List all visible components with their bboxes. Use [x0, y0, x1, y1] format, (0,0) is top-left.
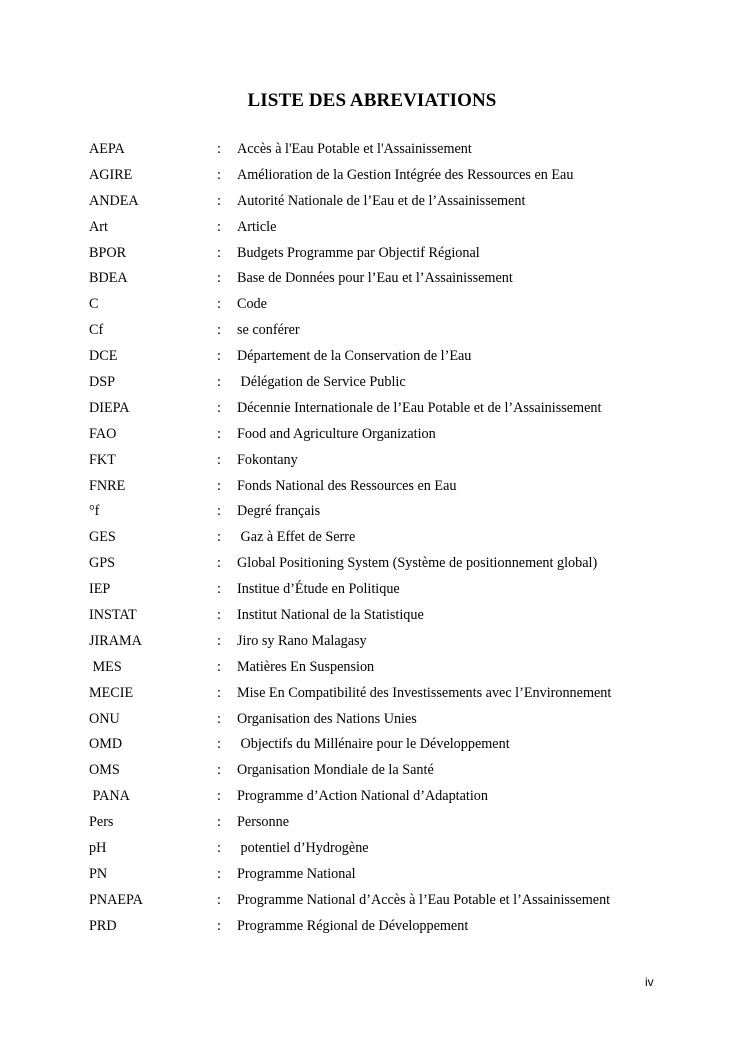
abbreviation-separator: : — [217, 891, 221, 908]
abbreviation-definition: Institue d’Étude en Politique — [237, 581, 400, 598]
abbreviation-row — [89, 294, 669, 320]
abbreviation-separator: : — [217, 710, 221, 727]
abbreviation-code: OMD — [89, 736, 123, 753]
abbreviation-code: PN — [89, 865, 108, 882]
abbreviation-row — [89, 139, 669, 165]
abbreviation-definition: Personne — [237, 814, 290, 831]
abbreviation-code: PNAEPA — [89, 891, 143, 908]
abbreviation-code: GES — [89, 529, 116, 546]
abbreviation-separator: : — [217, 917, 221, 934]
abbreviation-definition: Organisation des Nations Unies — [237, 710, 417, 727]
abbreviation-code: JIRAMA — [89, 632, 142, 649]
abbreviation-code: GPS — [89, 555, 116, 572]
abbreviation-separator: : — [217, 581, 221, 598]
abbreviation-code: AEPA — [89, 141, 125, 157]
abbreviation-code: FNRE — [89, 477, 126, 494]
abbreviation-row — [89, 320, 669, 346]
abbreviation-code: ANDEA — [89, 192, 139, 209]
abbreviation-row — [89, 527, 669, 553]
abbreviation-code: ONU — [89, 710, 120, 727]
abbreviation-separator: : — [217, 762, 221, 779]
abbreviation-separator: : — [217, 451, 221, 468]
abbreviation-separator: : — [217, 244, 221, 261]
abbreviation-row — [89, 579, 669, 605]
abbreviation-row — [89, 786, 669, 812]
abbreviation-separator: : — [217, 865, 221, 882]
abbreviation-definition: Degré français — [237, 503, 321, 520]
abbreviation-row — [89, 838, 669, 864]
abbreviation-code: FAO — [89, 425, 117, 442]
abbreviation-code: Pers — [89, 814, 114, 831]
abbreviation-row — [89, 424, 669, 450]
abbreviation-separator: : — [217, 322, 221, 339]
abbreviation-definition: Code — [237, 296, 267, 313]
abbreviation-separator: : — [217, 529, 221, 546]
abbreviation-separator: : — [217, 477, 221, 494]
abbreviation-row — [89, 890, 669, 916]
abbreviation-separator: : — [217, 684, 221, 701]
abbreviation-code: Cf — [89, 322, 104, 339]
abbreviation-separator: : — [217, 607, 221, 624]
abbreviation-row — [89, 631, 669, 657]
page-title: LISTE DES ABREVIATIONS — [247, 90, 497, 111]
abbreviation-separator: : — [217, 399, 221, 416]
abbreviation-code: BDEA — [89, 270, 128, 287]
abbreviation-row — [89, 450, 669, 476]
abbreviation-separator: : — [217, 270, 221, 287]
abbreviation-separator: : — [217, 348, 221, 365]
abbreviation-separator: : — [217, 632, 221, 649]
abbreviation-code: OMS — [89, 762, 120, 779]
abbreviation-separator: : — [217, 658, 221, 675]
abbreviation-separator: : — [217, 141, 221, 157]
abbreviation-definition: Programme National — [237, 865, 356, 882]
page-number: iv — [645, 975, 654, 989]
abbreviation-code: AGIRE — [89, 166, 133, 183]
abbreviation-row — [89, 372, 669, 398]
abbreviation-code: DSP — [89, 374, 116, 391]
abbreviation-row — [89, 683, 669, 709]
abbreviation-separator: : — [217, 840, 221, 857]
abbreviation-code: BPOR — [89, 244, 127, 261]
abbreviation-definition: se conférer — [237, 322, 300, 339]
abbreviation-separator: : — [217, 736, 221, 753]
abbreviation-code: PRD — [89, 917, 117, 934]
abbreviation-separator: : — [217, 296, 221, 313]
abbreviation-code: C — [89, 296, 99, 313]
abbreviation-row — [89, 605, 669, 631]
abbreviation-row — [89, 191, 669, 217]
abbreviation-definition: Département de la Conservation de l’Eau — [237, 348, 472, 365]
abbreviation-row — [89, 501, 669, 527]
abbreviation-code: INSTAT — [89, 607, 137, 624]
abbreviation-separator: : — [217, 192, 221, 209]
abbreviation-separator: : — [217, 166, 221, 183]
abbreviation-definition: Organisation Mondiale de la Santé — [237, 762, 434, 779]
abbreviation-code: MES — [89, 658, 122, 675]
abbreviation-definition: Programme d’Action National d’Adaptation — [237, 788, 488, 805]
abbreviation-definition: Objectifs du Millénaire pour le Développement — [237, 736, 510, 753]
abbreviation-row — [89, 760, 669, 786]
abbreviation-row — [89, 268, 669, 294]
abbreviation-definition: Institut National de la Statistique — [237, 607, 424, 624]
abbreviation-code: IEP — [89, 581, 111, 598]
abbreviation-code: DIEPA — [89, 399, 130, 416]
abbreviation-code: °f — [89, 503, 100, 520]
abbreviation-definition: Autorité Nationale de l’Eau et de l’Assainissement — [237, 192, 526, 209]
abbreviation-row — [89, 553, 669, 579]
abbreviation-row — [89, 812, 669, 838]
abbreviation-separator: : — [217, 218, 221, 235]
abbreviation-row — [89, 657, 669, 683]
abbreviation-row — [89, 217, 669, 243]
abbreviation-code: PANA — [89, 788, 130, 805]
abbreviation-definition: Budgets Programme par Objectif Régional — [237, 244, 480, 261]
abbreviation-definition: Matières En Suspension — [237, 658, 375, 675]
abbreviation-separator: : — [217, 503, 221, 520]
abbreviation-row — [89, 398, 669, 424]
abbreviation-code: MECIE — [89, 684, 134, 701]
abbreviation-definition: potentiel d’Hydrogène — [237, 840, 369, 857]
abbreviation-definition: Mise En Compatibilité des Investissements avec l’Environnement — [237, 684, 612, 701]
abbreviation-definition: Jiro sy Rano Malagasy — [237, 632, 367, 649]
abbreviation-row — [89, 734, 669, 760]
abbreviation-definition: Gaz à Effet de Serre — [237, 529, 356, 546]
abbreviation-code: Art — [89, 218, 108, 235]
abbreviation-row — [89, 346, 669, 372]
abbreviation-definition: Décennie Internationale de l’Eau Potable et de l’Assainissement — [237, 399, 602, 416]
abbreviation-definition: Programme National d’Accès à l’Eau Potable et l’Assainissement — [237, 891, 611, 908]
abbreviation-definition: Global Positioning System (Système de positionnement global) — [237, 555, 598, 572]
abbreviation-definition: Délégation de Service Public — [237, 374, 406, 391]
abbreviation-code: pH — [89, 840, 107, 857]
abbreviation-separator: : — [217, 425, 221, 442]
abbreviation-row — [89, 165, 669, 191]
abbreviation-separator: : — [217, 374, 221, 391]
abbreviation-definition: Fokontany — [237, 451, 298, 468]
abbreviation-definition: Fonds National des Ressources en Eau — [237, 477, 457, 494]
abbreviation-row — [89, 243, 669, 269]
abbreviation-row — [89, 709, 669, 735]
abbreviation-definition: Base de Données pour l’Eau et l’Assainissement — [237, 270, 513, 287]
abbreviation-separator: : — [217, 814, 221, 831]
abbreviation-code: DCE — [89, 348, 118, 365]
abbreviation-list — [89, 139, 669, 942]
abbreviation-definition: Accès à l'Eau Potable et l'Assainissement — [237, 141, 472, 157]
abbreviation-definition: Amélioration de la Gestion Intégrée des Ressources en Eau — [237, 166, 574, 183]
abbreviation-separator: : — [217, 788, 221, 805]
abbreviation-row — [89, 864, 669, 890]
abbreviation-code: FKT — [89, 451, 116, 468]
abbreviation-separator: : — [217, 555, 221, 572]
abbreviation-row — [89, 916, 669, 942]
abbreviation-definition: Article — [237, 218, 277, 235]
abbreviation-definition: Food and Agriculture Organization — [237, 425, 436, 442]
abbreviation-row — [89, 476, 669, 502]
abbreviation-definition: Programme Régional de Développement — [237, 917, 469, 934]
